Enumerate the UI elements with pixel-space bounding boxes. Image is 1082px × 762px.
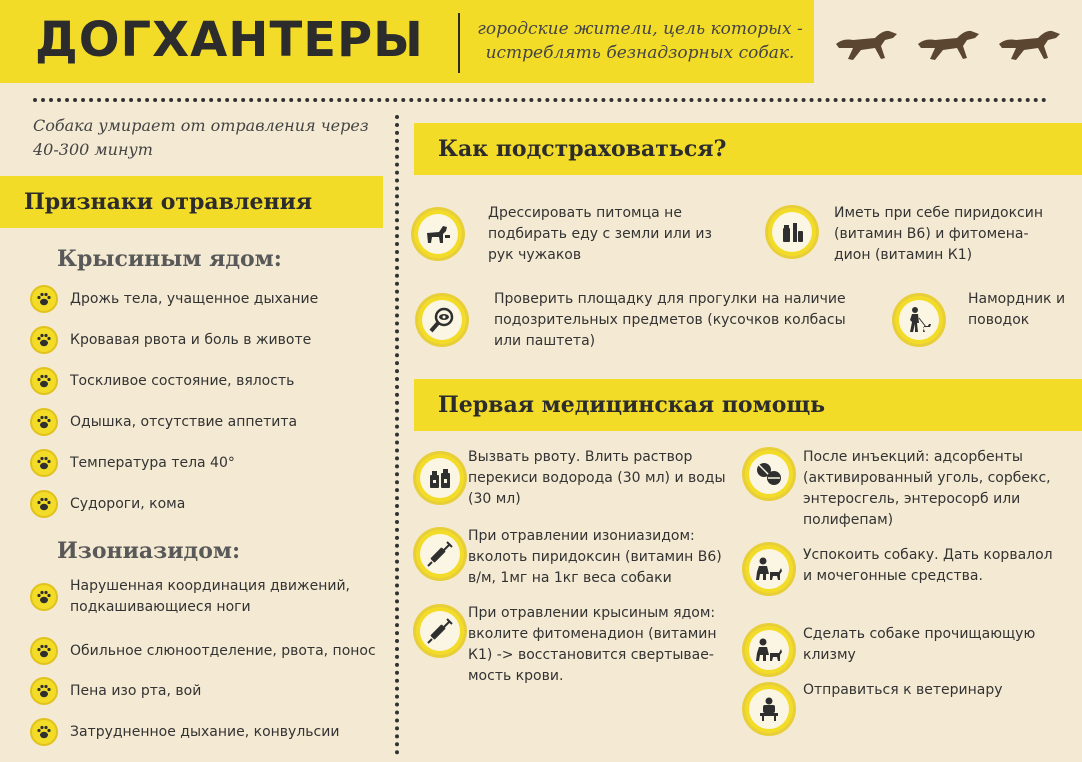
paw-icon: [30, 449, 58, 477]
first-aid-item: Отправиться к ветеринару: [803, 682, 1003, 698]
dog-icon: [414, 210, 462, 258]
symptom-item: [30, 490, 390, 518]
symptom-text: Обильное слюноотделение, рвота, понос: [70, 642, 376, 659]
walking-dog-icon: [895, 296, 943, 344]
symptom-text: Затрудненное дыхание, конвульсии: [70, 723, 340, 740]
rat-poison-title: Крысиным ядом:: [57, 246, 282, 272]
paw-icon: [30, 583, 58, 611]
symptom-item: [30, 576, 390, 618]
paw-icon: [30, 285, 58, 313]
protect-item: Дрессировать питомца не подбирать еду с земли или из рук чужаков: [488, 205, 712, 263]
paw-icon: [30, 326, 58, 354]
bottles-icon: [416, 454, 464, 502]
running-dog-icon: [915, 24, 985, 69]
symptom-item: [30, 408, 390, 436]
symptom-item: [30, 326, 390, 354]
symptom-item: [30, 449, 390, 477]
medicine-icon: [768, 208, 816, 256]
symptom-item: [30, 677, 390, 705]
paw-icon: [30, 637, 58, 665]
protect-item: Намордник и поводок: [968, 291, 1066, 328]
symptom-item: [30, 718, 390, 746]
first-aid-item: При отравлении крысиным ядом: вколите фитоменадион (витамин К1) -> восстановится свертывае-мость крови.: [468, 605, 717, 684]
running-dog-icon: [833, 24, 903, 69]
symptom-text: Нарушенная координация движений, подкашивающиеся ноги: [70, 578, 350, 615]
first-aid-item: После инъекций: адсорбенты (активированный уголь, сорбекс, энтеросгель, энтеросорб или полифепам): [803, 449, 1051, 528]
column-divider: [395, 115, 399, 755]
header-divider: [33, 98, 1047, 102]
first-aid-item: При отравлении изониазидом: вколоть пиридоксин (витамин В6) в/м, 1мг на 1кг веса собаки: [468, 528, 722, 586]
running-dog-icon: [996, 24, 1066, 69]
protect-item: Проверить площадку для прогулки на наличие подозрительных предметов (кусочков колбасы или паштета): [494, 291, 846, 349]
symptom-text: Температура тела 40°: [70, 454, 235, 471]
person-dog-icon: [745, 626, 793, 674]
symptom-item: [30, 285, 390, 313]
symptom-text: Дрожь тела, учащенное дыхание: [70, 290, 319, 307]
syringe-icon: [416, 530, 464, 578]
protect-item: Иметь при себе пиридоксин (витамин В6) и фитомена-дион (витамин К1): [834, 205, 1043, 263]
magnifier-eye-icon: [418, 296, 466, 344]
paw-icon: [30, 490, 58, 518]
first-aid-item: Успокоить собаку. Дать корвалол и мочегонные средства.: [803, 547, 1053, 584]
vet-icon: [745, 685, 793, 733]
paw-icon: [30, 718, 58, 746]
person-dog-icon: [745, 545, 793, 593]
symptom-text: Кровавая рвота и боль в животе: [70, 331, 312, 348]
symptom-item: [30, 637, 390, 665]
pills-icon: [745, 450, 793, 498]
paw-icon: [30, 408, 58, 436]
symptom-text: Тоскливое состояние, вялость: [70, 372, 295, 389]
syringe-icon: [416, 607, 464, 655]
first-aid-item: Вызвать рвоту. Влить раствор перекиси водорода (30 мл) и воды (30 мл): [468, 449, 726, 507]
page-subtitle: городские жители, цель которых - истреблять безнадзорных собак.: [477, 19, 803, 63]
symptom-text: Одышка, отсутствие аппетита: [70, 413, 298, 430]
isoniazid-title: Изониазидом:: [57, 538, 241, 564]
paw-icon: [30, 677, 58, 705]
protect-heading: Как подстраховаться?: [438, 136, 727, 162]
symptom-text: Судороги, кома: [70, 495, 186, 512]
symptom-text: Пена изо рта, вой: [70, 682, 202, 699]
paw-icon: [30, 367, 58, 395]
first-aid-heading: Первая медицинская помощь: [438, 392, 826, 418]
death-time-note: Собака умирает от отравления через 40-300 минут: [33, 116, 369, 159]
page-title: ДОГХАНТЕРЫ: [35, 12, 424, 68]
symptom-item: [30, 367, 390, 395]
poisoning-signs-heading: Признаки отравления: [24, 189, 313, 215]
first-aid-item: Сделать собаке прочищающую клизму: [803, 626, 1036, 663]
